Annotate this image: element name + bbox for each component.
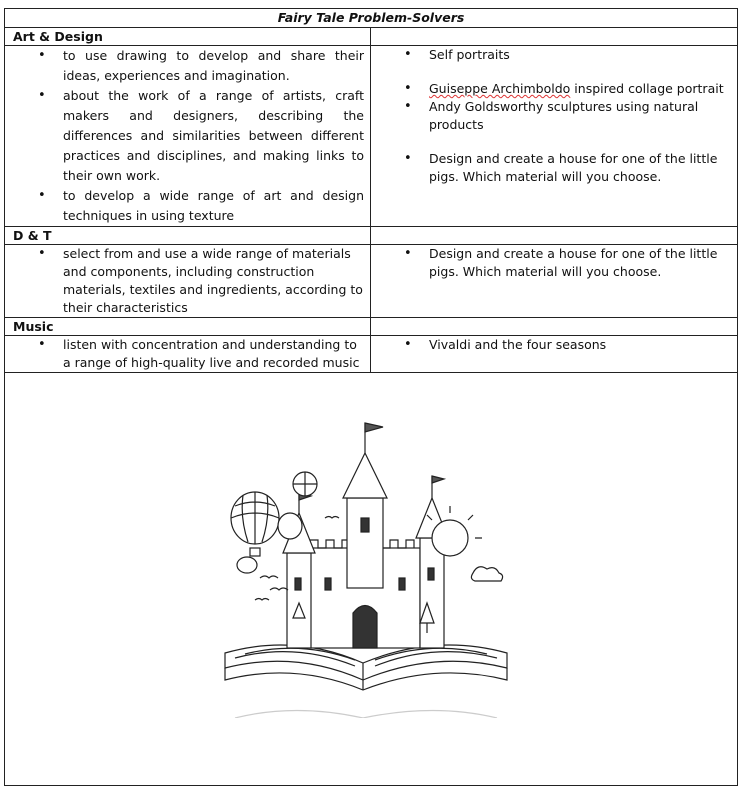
topic-table-wrapper xyxy=(4,8,737,786)
list-item: • to use drawing to develop and share their ideas, experiences and imagination. xyxy=(63,46,364,86)
list-item-rest: inspired collage portrait xyxy=(570,81,724,96)
section-heading-empty xyxy=(371,28,738,46)
topic-table xyxy=(4,8,738,786)
open-book-icon xyxy=(225,645,507,690)
list-item: • Design and create a house for one of the little pigs. Which material will you choose. xyxy=(429,150,731,186)
dt-objectives xyxy=(5,245,371,318)
list-item: • about the work of a range of artists, craft makers and designers, describing the differences and similarities between different practices and disciplines, and making links to their own work. xyxy=(63,86,364,186)
dt-activities xyxy=(371,245,738,318)
section-heading-dt: D & T xyxy=(5,227,371,245)
section-heading-music: Music xyxy=(5,318,371,336)
castle-book-illustration xyxy=(215,418,515,718)
list-item: • Vivaldi and the four seasons xyxy=(429,336,731,354)
art-design-activities xyxy=(371,46,738,227)
music-objectives xyxy=(5,336,371,373)
page-title: Fairy Tale Problem-Solvers xyxy=(5,9,738,28)
list-item: • Design and create a house for one of the little pigs. Which material will you choose. xyxy=(429,245,731,281)
section-heading-art-design: Art & Design xyxy=(5,28,371,46)
illustration-cell xyxy=(5,373,738,786)
artist-name: Guiseppe Archimboldo xyxy=(429,81,571,96)
list-item xyxy=(429,80,731,98)
cloud-icon xyxy=(471,567,502,581)
list-item: • Andy Goldsworthy sculptures using natural products xyxy=(429,98,731,134)
list-item: • to develop a wide range of art and design techniques in using texture xyxy=(63,186,364,226)
list-item: • Self portraits xyxy=(429,46,731,64)
section-heading-empty xyxy=(371,227,738,245)
section-heading-empty xyxy=(371,318,738,336)
art-design-objectives xyxy=(5,46,371,227)
list-item: • select from and use a wide range of materials and components, including construction materials, textiles and ingredients, according to their characteristics xyxy=(63,245,364,317)
list-item: • listen with concentration and understanding to a range of high-quality live and recorded music xyxy=(63,336,364,372)
music-activities xyxy=(371,336,738,373)
